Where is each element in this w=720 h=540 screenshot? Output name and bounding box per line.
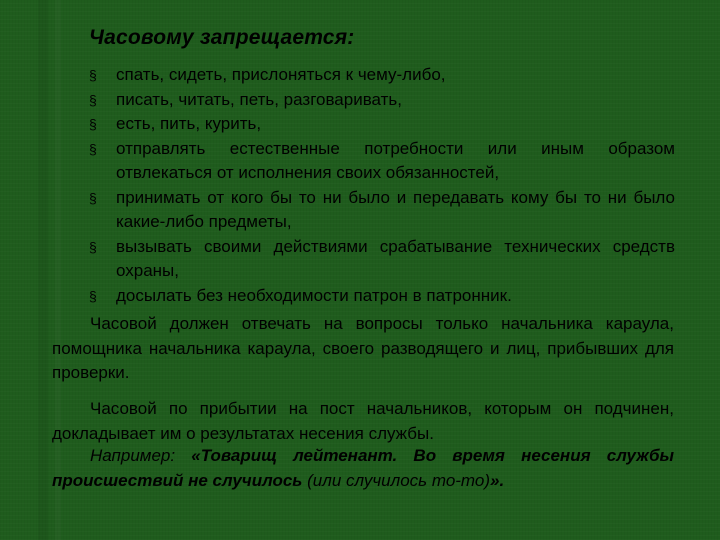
bullet-icon: § — [89, 116, 97, 132]
background-stripe — [38, 0, 48, 540]
list-item — [89, 284, 675, 309]
list-item-text: спать, сидеть, прислоняться к чему-либо, — [116, 65, 446, 84]
bullet-icon: § — [89, 91, 97, 108]
bullet-icon: § — [89, 189, 97, 206]
paragraph-questions: Часовой должен отвечать на вопросы только начальника караула, помощника начальника караула, своего разводящего и лиц, прибывших для проверки. — [52, 314, 674, 382]
list-item — [89, 235, 675, 284]
list-item-text: досылать без необходимости патрон в патронник. — [116, 285, 512, 305]
bullet-icon: § — [89, 287, 97, 304]
bullet-icon: § — [89, 238, 97, 255]
list-item-text: отправлять естественные потребности или иным образом отвлекаться от исполнения своих обязанностей, — [116, 138, 675, 182]
paragraph-example — [52, 444, 674, 493]
list-item — [89, 63, 675, 88]
example-quote: «Товарищ лейтенант. Во время несения службы происшествий не случилось — [52, 446, 674, 490]
prohibitions-list — [89, 63, 675, 308]
example-quote-end: ». — [490, 470, 505, 490]
bullet-icon: § — [89, 67, 97, 83]
list-item — [89, 112, 675, 137]
bullet-icon: § — [89, 140, 97, 157]
list-item — [89, 137, 675, 186]
example-lead: Например: — [90, 446, 192, 465]
list-item-text: вызывать своими действиями срабатывание технических средств охраны, — [116, 236, 675, 280]
list-item — [89, 186, 675, 235]
slide-title: Часовому запрещается: — [89, 26, 355, 49]
list-item-text: есть, пить, курить, — [116, 114, 262, 133]
list-item-text: принимать от кого бы то ни было и передавать кому бы то ни было какие-либо предметы, — [116, 187, 675, 231]
paragraph-report: Часовой по прибытии на пост начальников, которым он подчинен, докладывает им о результатах несения службы. — [52, 399, 674, 443]
example-alternative: (или случилось то-то) — [307, 470, 491, 490]
list-item-text: писать, читать, петь, разговаривать, — [116, 89, 403, 109]
list-item — [89, 88, 675, 113]
